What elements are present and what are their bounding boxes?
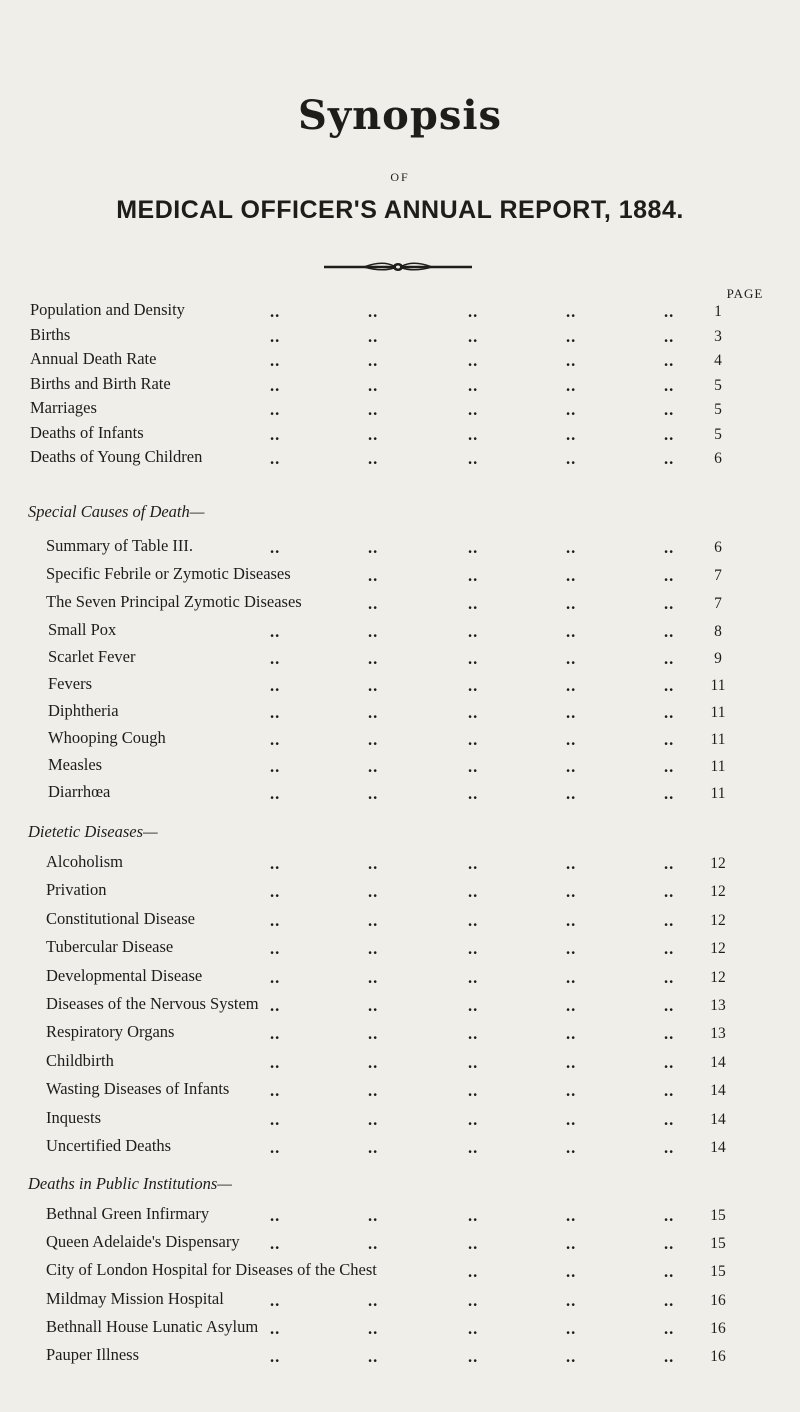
toc-entry-label: Respiratory Organs [46, 1022, 175, 1042]
toc-entry: Population and Density .. .. .. .. .. 1 [0, 300, 800, 324]
toc-entry-page: 7 [714, 567, 722, 584]
divider-ornament-icon [322, 258, 474, 274]
toc-entry-page: 11 [710, 677, 726, 694]
toc-entry-page: 5 [714, 376, 722, 394]
toc-entry: Queen Adelaide's Dispensary .. .. .. .. .. 15 [0, 1232, 800, 1256]
toc-entry-page: 8 [714, 623, 722, 640]
toc-entry: Uncertified Deaths .. .. .. .. .. 14 [0, 1136, 800, 1160]
toc-entry-label: Tubercular Disease [46, 937, 174, 957]
toc-entry-page: 16 [710, 1348, 726, 1365]
toc-entry-label: Whooping Cough [48, 728, 166, 747]
toc-entry-label: Bethnall House Lunatic Asylum [46, 1316, 259, 1336]
toc-entry: Births and Birth Rate .. .. .. .. .. 5 [0, 374, 800, 398]
toc-entry: Scarlet Fever .. .. .. .. .. 9 [0, 647, 800, 671]
toc-entry-page: 5 [714, 401, 722, 418]
toc-entry-page: 15 [710, 1235, 726, 1253]
toc-entry: Respiratory Organs .. .. .. .. .. 13 [0, 1022, 800, 1046]
toc-entry-label: Deaths of Young Children [30, 447, 203, 466]
toc-entry: The Seven Principal Zymotic Diseases .. .. .. .. 7 [0, 592, 800, 616]
toc-entry-label: Privation [46, 880, 107, 900]
toc-entry: Developmental Disease .. .. .. .. .. 12 [0, 966, 800, 990]
page-column-header: PAGE [726, 286, 764, 301]
toc-entry-page: 9 [714, 650, 722, 667]
toc-entry-label: Childbirth [46, 1050, 114, 1070]
toc-entry-page: 12 [710, 968, 726, 986]
toc-entry-label: Population and Density [30, 300, 185, 319]
toc-entry-label: Developmental Disease [46, 965, 203, 985]
toc-entry-page: 14 [710, 1082, 726, 1100]
toc-entry: Whooping Cough .. .. .. .. .. 11 [0, 728, 800, 752]
toc-entry: Fevers .. .. .. .. .. 11 [0, 674, 800, 698]
toc-entry-label: The Seven Principal Zymotic Diseases [46, 592, 302, 611]
toc-entry-page: 1 [714, 303, 722, 320]
toc-entry-label: Queen Adelaide's Dispensary [46, 1232, 240, 1252]
toc-entry-label: Constitutional Disease [46, 908, 195, 928]
toc-entry-page: 13 [710, 997, 726, 1014]
toc-entry: Alcoholism .. .. .. .. .. 12 [0, 852, 800, 876]
toc-entry-page: 4 [714, 352, 722, 369]
report-subtitle: MEDICAL OFFICER'S ANNUAL REPORT, 1884. [116, 196, 684, 224]
toc-entry: Diseases of the Nervous System .. .. .. .. .. 13 [0, 994, 800, 1018]
toc-entry-label: Specific Febrile or Zymotic Diseases [46, 564, 291, 583]
toc-entry-label: Alcoholism [46, 852, 123, 871]
page-title: Synopsis [297, 92, 503, 139]
toc-entry: Bethnal Green Infirmary .. .. .. .. .. 15 [0, 1204, 800, 1228]
toc-entry-label: Scarlet Fever [48, 647, 136, 666]
toc-entry: Diarrhœa .. .. .. .. .. 11 [0, 782, 800, 806]
toc-entry: Wasting Diseases of Infants .. .. .. .. .. 14 [0, 1079, 800, 1103]
toc-entry-label: Deaths of Infants [30, 422, 144, 442]
institutions-heading: Deaths in Public Institutions— [28, 1174, 232, 1193]
toc-entry-page: 16 [710, 1291, 726, 1309]
toc-entry: Summary of Table III. .. .. .. .. .. 6 [0, 536, 800, 560]
toc-entry: Bethnall House Lunatic Asylum .. .. .. .. .. 16 [0, 1317, 800, 1341]
toc-entry-label: Diphtheria [48, 701, 119, 720]
toc-entry: Small Pox .. .. .. .. .. 8 [0, 620, 800, 644]
toc-entry-page: 7 [714, 595, 722, 612]
toc-entry: Childbirth .. .. .. .. .. 14 [0, 1051, 800, 1075]
toc-entry-page: 5 [714, 425, 722, 443]
toc-entry-page: 11 [710, 758, 726, 775]
title-connector: OF [390, 170, 410, 184]
toc-entry-label: Births [30, 324, 71, 344]
toc-entry-label: Summary of Table III. [46, 536, 194, 555]
toc-entry-label: Diarrhœa [48, 782, 111, 801]
toc-entry-page: 11 [710, 731, 726, 748]
toc-entry: Tubercular Disease .. .. .. .. .. 12 [0, 937, 800, 961]
toc-entry: Diphtheria .. .. .. .. .. 11 [0, 701, 800, 725]
toc-entry: City of London Hospital for Diseases of the Chest .. .. .. 15 [0, 1260, 800, 1284]
toc-entry-page: 14 [710, 1110, 726, 1128]
toc-entry-page: 14 [710, 1053, 726, 1071]
toc-entry-page: 3 [714, 327, 722, 345]
toc-entry-label: Annual Death Rate [30, 349, 157, 368]
toc-entry-label: Fevers [48, 674, 92, 693]
toc-entry: Mildmay Mission Hospital .. .. .. .. .. 16 [0, 1289, 800, 1313]
toc-entry-label: Bethnal Green Infirmary [46, 1204, 210, 1223]
toc-entry-label: City of London Hospital for Diseases of the Chest [46, 1260, 377, 1280]
toc-entry-label: Diseases of the Nervous System [46, 994, 259, 1013]
toc-entry: Pauper Illness .. .. .. .. .. 16 [0, 1345, 800, 1369]
toc-entry: Specific Febrile or Zymotic Diseases .. .. .. .. 7 [0, 564, 800, 588]
special-causes-heading: Special Causes of Death— [28, 502, 205, 521]
toc-entry-label: Uncertified Deaths [46, 1136, 172, 1155]
toc-entry-label: Inquests [46, 1107, 101, 1127]
toc-entry-page: 11 [710, 785, 726, 802]
toc-entry-label: Marriages [30, 398, 97, 417]
toc-entry-page: 15 [710, 1263, 726, 1281]
toc-entry-page: 12 [710, 855, 726, 872]
toc-entry: Privation .. .. .. .. .. 12 [0, 880, 800, 904]
toc-entry-label: Pauper Illness [46, 1345, 140, 1364]
toc-entry-label: Small Pox [48, 620, 117, 639]
toc-entry-page: 12 [710, 883, 726, 901]
toc-entry: Inquests .. .. .. .. .. 14 [0, 1108, 800, 1132]
toc-entry-page: 6 [714, 539, 722, 556]
toc-entry-page: 13 [710, 1025, 726, 1043]
dietetic-heading: Dietetic Diseases— [28, 822, 158, 841]
toc-entry-label: Measles [48, 755, 103, 774]
toc-entry: Annual Death Rate .. .. .. .. .. 4 [0, 349, 800, 373]
toc-entry-label: Mildmay Mission Hospital [46, 1288, 224, 1308]
toc-entry-page: 14 [710, 1139, 726, 1156]
toc-entry: Deaths of Infants .. .. .. .. .. 5 [0, 423, 800, 447]
toc-entry-page: 11 [710, 704, 726, 721]
toc-entry: Births .. .. .. .. .. 3 [0, 325, 800, 349]
toc-entry-label: Wasting Diseases of Infants [46, 1079, 230, 1099]
toc-entry-page: 15 [710, 1207, 726, 1224]
toc-entry: Constitutional Disease .. .. .. .. .. 12 [0, 909, 800, 933]
toc-entry-page: 16 [710, 1319, 726, 1337]
toc-entry-label: Births and Birth Rate [30, 373, 171, 393]
toc-entry-page: 12 [710, 940, 726, 958]
toc-entry: Deaths of Young Children .. .. .. .. .. 6 [0, 447, 800, 471]
toc-entry: Marriages .. .. .. .. .. 5 [0, 398, 800, 422]
toc-entry: Measles .. .. .. .. .. 11 [0, 755, 800, 779]
toc-entry-page: 6 [714, 450, 722, 467]
toc-entry-page: 12 [710, 911, 726, 929]
